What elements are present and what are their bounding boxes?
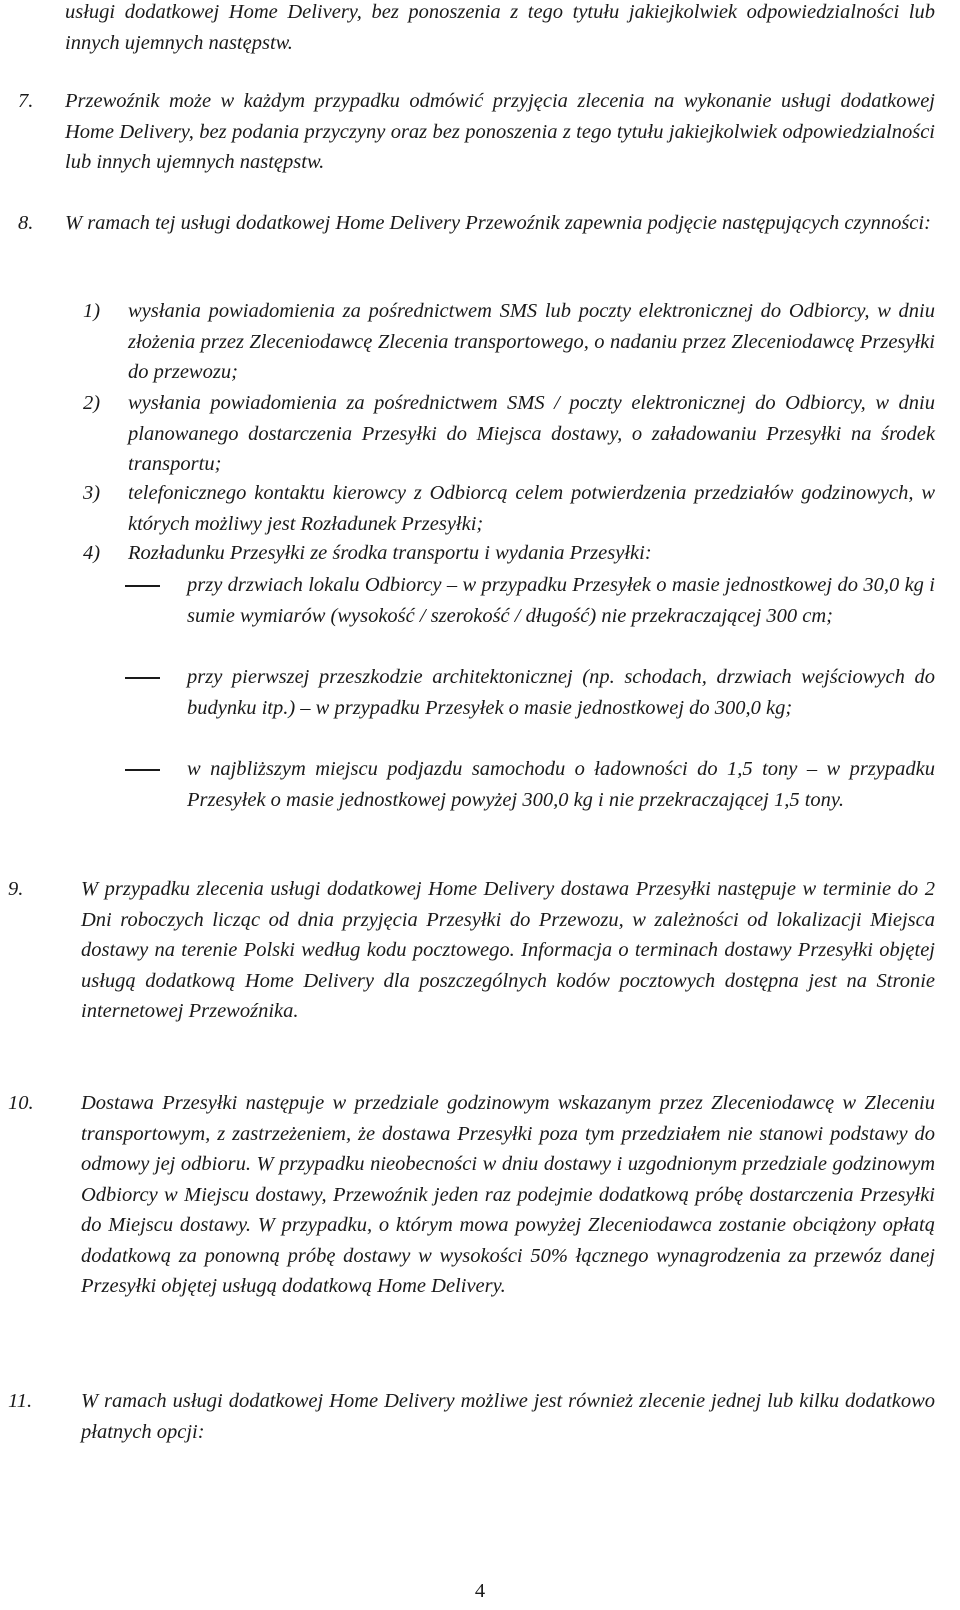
page-number: 4 [474,1580,486,1602]
list-item [83,538,935,569]
list-item-text: Rozładunku Przesyłki ze środka transportu i wydania Przesyłki: [128,542,652,564]
list-item-number: 1) [83,300,101,322]
dash-item-text: przy pierwszej przeszkodzie architektonicznej (np. schodach, drzwiach wejściowych do budynku itp.) – w przypadku Przesyłek o masie jednostkowej do 300,0 kg; [187,666,935,719]
paragraph-text: Przewoźnik może w każdym przypadku odmówić przyjęcia zlecenia na wykonanie usługi dodatkowej Home Delivery, bez podania przyczyny oraz bez ponoszenia z tego tytułu jakiejkolwiek odpowiedzialności lub innych ujemnych następstw. [65,90,935,173]
paragraph-number: 11. [8,1390,33,1412]
dash-bullet-icon [125,769,160,771]
list-item-number: 2) [83,392,101,414]
paragraph-text: W ramach usługi dodatkowej Home Delivery możliwe jest również zlecenie jednej lub kilku dodatkowo płatnych opcji: [81,1390,935,1443]
list-item-number: 4) [83,542,101,564]
paragraph-11 [8,1386,935,1447]
paragraph-8 [18,208,935,239]
paragraph-number: 8. [18,212,34,234]
dash-list-item [125,662,935,723]
dash-list-item [125,570,935,631]
paragraph-number: 7. [18,90,34,112]
paragraph-number: 10. [8,1092,34,1114]
dash-bullet-icon [125,677,160,679]
paragraph-text: Dostawa Przesyłki następuje w przedziale godzinowym wskazanym przez Zleceniodawcę w Zleceniu transportowym, z zastrzeżeniem, że dostawa Przesyłki poza tym przedziałem nie stanowi podstawy do odmowy jej odbioru. W przypadku nieobecności w dniu dostawy i uzgodnionym przedziale godzinowym Odbiorcy w Miejscu dostawy, Przewoźnik jeden raz podejmie dodatkową próbę dostarczenia Przesyłki do Miejscu dostawy. W przypadku, o którym mowa powyżej Zleceniodawca zostanie obciążony opłatą dodatkową za ponowną próbę dostawy w wysokości 50% łącznego wynagrodzenia za przewóz danej Przesyłki objętej usługą dodatkową Home Delivery. [81,1092,935,1297]
list-item [83,296,935,388]
paragraph-10 [8,1088,935,1302]
intro-paragraph: usługi dodatkowej Home Delivery, bez ponoszenia z tego tytułu jakiejkolwiek odpowiedzialności lub innych ujemnych następstw. [65,1,935,54]
dash-item-text: w najbliższym miejscu podjazdu samochodu o ładowności do 1,5 tony – w przypadku Przesyłek o masie jednostkowej powyżej 300,0 kg i nie przekraczającej 1,5 tony. [187,758,935,811]
paragraph-number: 9. [8,878,24,900]
list-item-text: telefonicznego kontaktu kierowcy z Odbiorcą celem potwierdzenia przedziałów godzinowych, w których możliwy jest Rozładunek Przesyłki; [128,482,935,535]
list-item-number: 3) [83,482,101,504]
dash-list-item [125,754,935,815]
list-item-text: wysłania powiadomienia za pośrednictwem SMS lub poczty elektronicznej do Odbiorcy, w dniu złożenia przez Zleceniodawcę Zlecenia transportowego, o nadaniu przez Zleceniodawcę Przesyłki do przewozu; [128,300,935,383]
list-item-text: wysłania powiadomienia za pośrednictwem SMS / poczty elektronicznej do Odbiorcy, w dniu planowanego dostarczenia Przesyłki do Miejsca dostawy, o załadowaniu Przesyłki na środek transportu; [128,392,935,475]
list-item [83,388,935,480]
dash-item-text: przy drzwiach lokalu Odbiorcy – w przypadku Przesyłek o masie jednostkowej do 30,0 kg i sumie wymiarów (wysokość / szerokość / długość) nie przekraczającej 300 cm; [187,574,935,627]
paragraph-text: W ramach tej usługi dodatkowej Home Delivery Przewoźnik zapewnia podjęcie następujących czynności: [65,212,931,234]
dash-bullet-icon [125,585,160,587]
paragraph-text: W przypadku zlecenia usługi dodatkowej Home Delivery dostawa Przesyłki następuje w terminie do 2 Dni roboczych licząc od dnia przyjęcia Przesyłki do Przewozu, w zależności od lokalizacji Miejsca dostawy na terenie Polski według kodu pocztowego. Informacja o terminach dostawy Przesyłki objętej usługą dodatkową Home Delivery dla poszczególnych kodów pocztowych dostępna jest na Stronie internetowej Przewoźnika. [81,878,935,1022]
list-item [83,478,935,539]
paragraph-9 [8,874,935,1027]
paragraph-7 [18,86,935,178]
